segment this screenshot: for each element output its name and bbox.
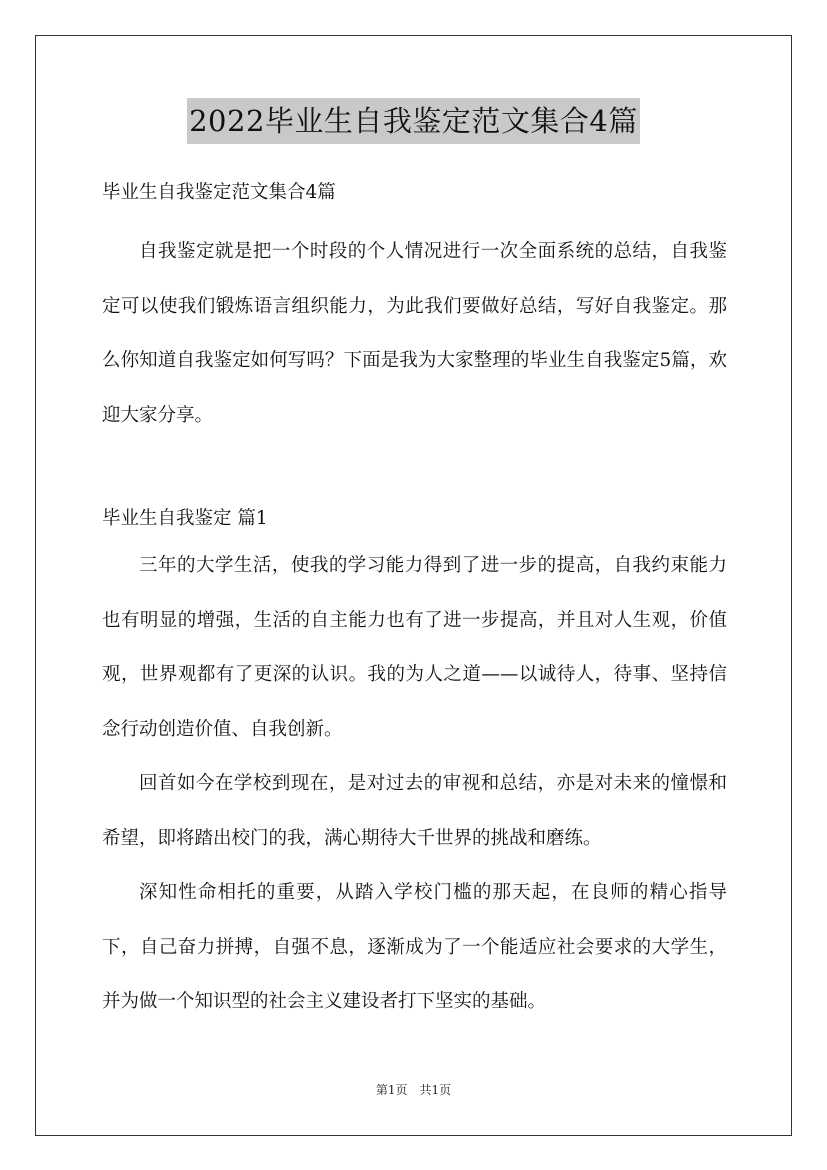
intro-paragraph: 自我鉴定就是把一个时段的个人情况进行一次全面系统的总结，自我鉴定可以使我们锻炼语言组织能力，为此我们要做好总结，写好自我鉴定。那么你知道自我鉴定如何写吗？下面是我为大家整理的毕业生自我鉴定5篇，欢迎大家分享。	[102, 241, 727, 426]
body-paragraph: 三年的大学生活，使我的学习能力得到了进一步的提高，自我约束能力也有明显的增强，生活的自主能力也有了进一步提高，并且对人生观，价值观，世界观都有了更深的认识。我的为人之道——以诚待人，待事、坚持信念行动创造价值、自我创新。	[102, 555, 727, 740]
document-subtitle: 毕业生自我鉴定范文集合4篇	[102, 182, 336, 203]
section-heading: 毕业生自我鉴定 篇1	[102, 508, 268, 529]
page-number: 第1页 共1页	[375, 1083, 452, 1097]
document-body	[102, 175, 727, 1030]
body-paragraph: 回首如今在学校到现在，是对过去的审视和总结，亦是对未来的憧憬和希望，即将踏出校门的我，满心期待大千世界的挑战和磨练。	[102, 773, 727, 849]
document-title-text: 2022毕业生自我鉴定范文集合4篇	[187, 98, 640, 144]
page-footer	[0, 1080, 827, 1100]
document-title	[0, 98, 827, 146]
body-paragraph: 深知性命相托的重要，从踏入学校门槛的那天起，在良师的精心指导下，自己奋力拼搏，自强不息，逐渐成为了一个能适应社会要求的大学生，并为做一个知识型的社会主义建设者打下坚实的基础。	[102, 882, 727, 1012]
